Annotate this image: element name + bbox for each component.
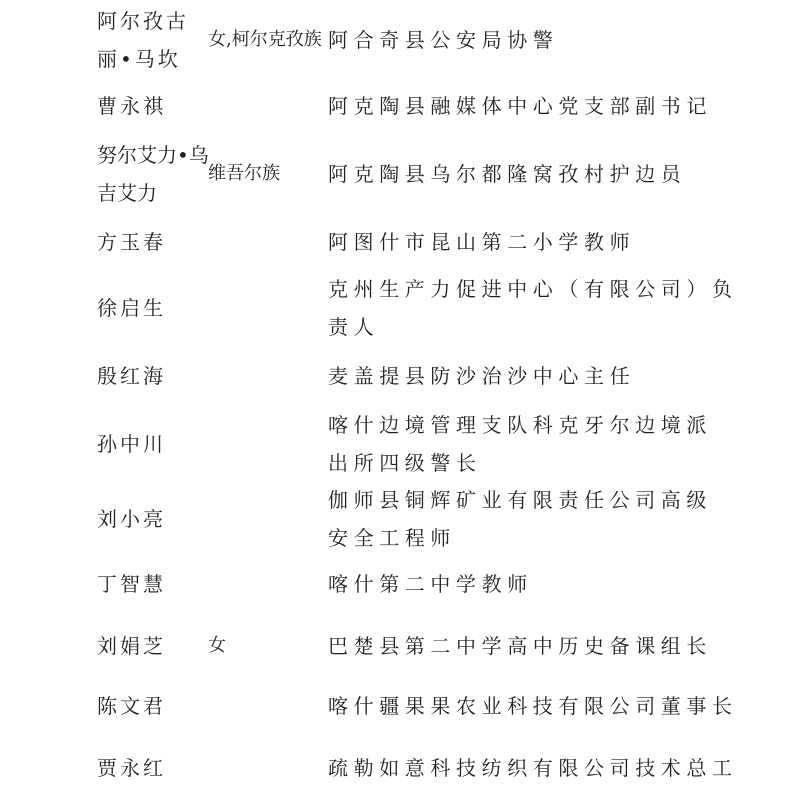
roster-row bbox=[0, 748, 786, 788]
person-ethnicity bbox=[208, 481, 326, 557]
person-ethnicity bbox=[208, 2, 326, 78]
person-ethnicity bbox=[208, 564, 326, 604]
title-line: 责人 bbox=[328, 315, 380, 339]
person-title bbox=[328, 626, 712, 666]
person-name bbox=[97, 748, 207, 788]
person-ethnicity bbox=[208, 626, 326, 666]
roster-row bbox=[0, 564, 786, 604]
person-name bbox=[97, 222, 207, 262]
person-title bbox=[328, 748, 738, 788]
person-ethnicity bbox=[208, 222, 326, 262]
person-title bbox=[328, 136, 708, 212]
name-line: 努尔艾力•乌 bbox=[97, 143, 209, 167]
person-name bbox=[97, 406, 207, 482]
person-title bbox=[328, 222, 708, 262]
name-line: 曹永祺 bbox=[97, 94, 166, 118]
roster-row bbox=[0, 356, 786, 396]
title-line: 伽师县铜辉矿业有限责任公司高级 bbox=[328, 488, 712, 512]
name-line: 殷红海 bbox=[97, 364, 166, 388]
roster-row bbox=[0, 270, 786, 346]
person-name bbox=[97, 270, 207, 346]
person-ethnicity bbox=[208, 406, 326, 482]
person-name bbox=[97, 2, 207, 78]
roster-row bbox=[0, 136, 786, 212]
title-line: 出所四级警长 bbox=[328, 451, 482, 475]
title-line: 喀什边境管理支队科克牙尔边境派 bbox=[328, 413, 712, 437]
person-ethnicity bbox=[208, 686, 326, 726]
person-title bbox=[328, 86, 712, 126]
person-name bbox=[97, 564, 207, 604]
roster-row bbox=[0, 406, 786, 482]
person-title bbox=[328, 406, 712, 482]
person-ethnicity bbox=[208, 748, 326, 788]
person-ethnicity bbox=[208, 270, 326, 346]
person-name bbox=[97, 626, 207, 666]
name-line: 贾永红 bbox=[97, 756, 166, 780]
name-line: 阿尔孜古 bbox=[97, 9, 189, 33]
title-line: 喀什疆果果农业科技有限公司董事长 bbox=[328, 694, 738, 718]
roster-row bbox=[0, 2, 786, 78]
person-title bbox=[328, 686, 738, 726]
name-line: 刘娟芝 bbox=[97, 634, 166, 658]
person-title bbox=[328, 356, 708, 396]
name-line: 丽•马坎 bbox=[97, 47, 181, 71]
title-line: 麦盖提县防沙治沙中心主任 bbox=[328, 364, 636, 388]
person-name bbox=[97, 86, 207, 126]
person-title bbox=[328, 270, 738, 346]
person-name bbox=[97, 356, 207, 396]
name-line: 吉艾力 bbox=[97, 181, 157, 205]
title-line: 阿合奇县公安局协警 bbox=[328, 28, 559, 52]
roster-row bbox=[0, 481, 786, 557]
roster-row bbox=[0, 626, 786, 666]
person-ethnicity bbox=[208, 136, 326, 212]
roster-row bbox=[0, 86, 786, 126]
roster-row bbox=[0, 686, 786, 726]
title-line: 阿克陶县乌尔都隆窝孜村护边员 bbox=[328, 162, 687, 186]
person-title bbox=[328, 481, 712, 557]
ethnicity-text: 女 bbox=[208, 635, 226, 656]
title-line: 巴楚县第二中学高中历史备课组长 bbox=[328, 634, 712, 658]
name-line: 孙中川 bbox=[97, 432, 166, 456]
name-line: 徐启生 bbox=[97, 296, 166, 320]
title-line: 阿克陶县融媒体中心党支部副书记 bbox=[328, 94, 712, 118]
person-ethnicity bbox=[208, 356, 326, 396]
ethnicity-text: 女,柯尔克孜族 bbox=[208, 29, 322, 50]
person-name bbox=[97, 481, 207, 557]
person-ethnicity bbox=[208, 86, 326, 126]
person-title bbox=[328, 2, 708, 78]
title-line: 阿图什市昆山第二小学教师 bbox=[328, 230, 636, 254]
title-line: 喀什第二中学教师 bbox=[328, 572, 533, 596]
ethnicity-text: 维吾尔族 bbox=[208, 163, 280, 184]
title-line: 疏勒如意科技纺织有限公司技术总工 bbox=[328, 756, 738, 780]
name-line: 陈文君 bbox=[97, 694, 166, 718]
title-line: 克州生产力促进中心（有限公司）负 bbox=[328, 277, 738, 301]
name-line: 方玉春 bbox=[97, 230, 166, 254]
person-title bbox=[328, 564, 708, 604]
roster-row bbox=[0, 222, 786, 262]
title-line: 安全工程师 bbox=[328, 526, 456, 550]
name-line: 丁智慧 bbox=[97, 572, 166, 596]
person-name bbox=[97, 136, 207, 212]
name-line: 刘小亮 bbox=[97, 507, 166, 531]
person-name bbox=[97, 686, 207, 726]
